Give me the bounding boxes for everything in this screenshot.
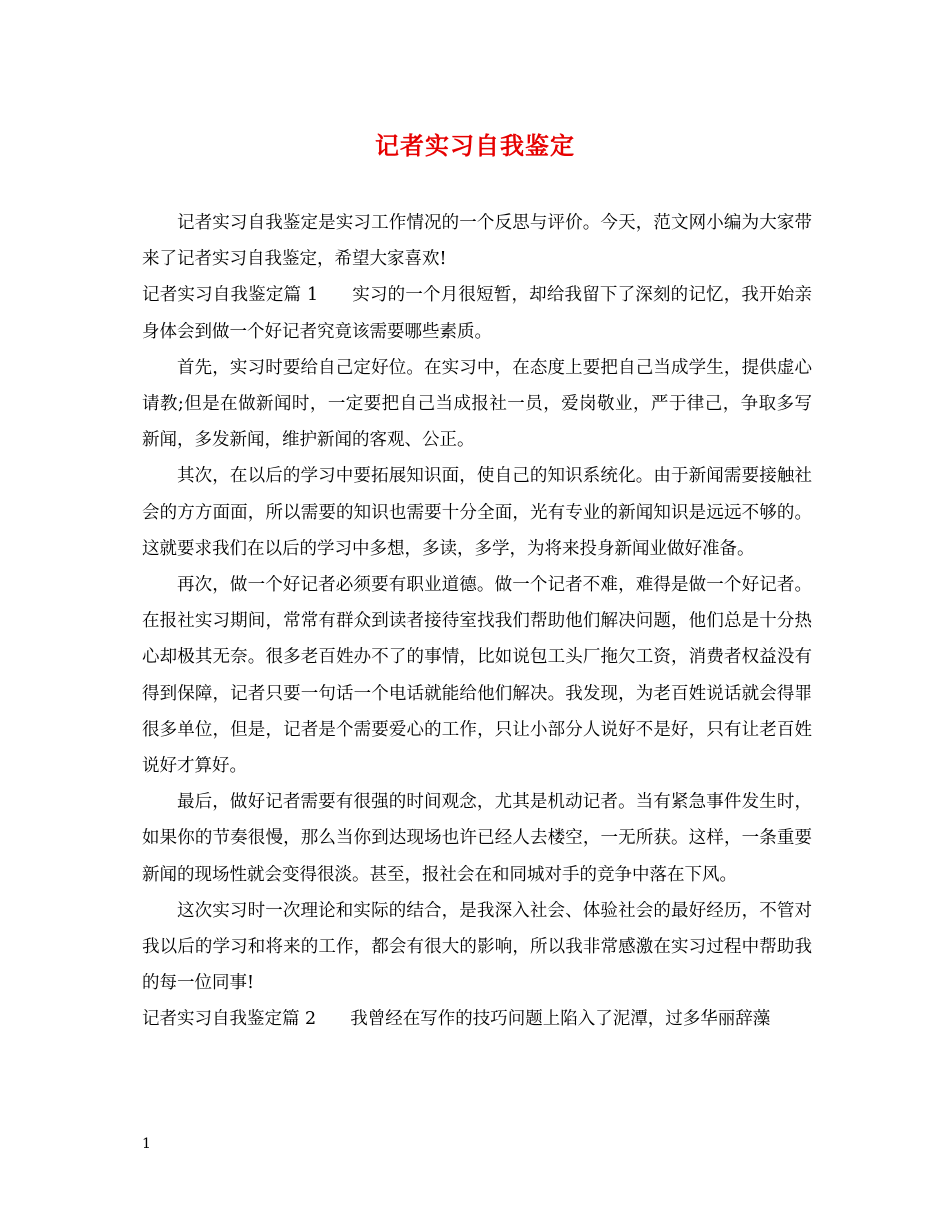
body-paragraph-first: 首先，实习时要给自己定好位。在实习中，在态度上要把自己当成学生，提供虚心请教;但是在做新闻时，一定要把自己当成报社一员，爱岗敬业，严于律己，争取多写新闻，多发新闻，维护新闻的客观、公正。 <box>142 357 812 451</box>
section-2-heading: 记者实习自我鉴定篇 2 <box>142 1009 317 1030</box>
intro-paragraph: 记者实习自我鉴定是实习工作情况的一个反思与评价。今天，范文网小编为大家带来了记者实习自我鉴定，希望大家喜欢! <box>142 213 812 270</box>
document-title: 记者实习自我鉴定 <box>375 131 575 160</box>
body-paragraph-fourth: 最后，做好记者需要有很强的时间观念，尤其是机动记者。当有紧急事件发生时，如果你的节奏很慢，那么当你到达现场也许已经人去楼空，一无所获。这样，一条重要新闻的现场性就会变得很淡。甚至，报社会在和同城对手的竞争中落在下风。 <box>142 792 812 885</box>
section-1-heading: 记者实习自我鉴定篇 1 <box>142 285 319 306</box>
section-1-text: 实习的一个月很短暂，却给我留下了深刻的记忆，我开始亲身体会到做一个好记者究竟该需要哪些素质。 <box>142 285 813 342</box>
body-paragraph-conclusion: 这次实习时一次理论和实际的结合，是我深入社会、体验社会的最好经历，不管对我以后的学习和将来的工作，都会有很大的影响，所以我非常感激在实习过程中帮助我的每一位同事! <box>142 900 812 994</box>
body-paragraph-third: 再次，做一个好记者必须要有职业道德。做一个记者不难，难得是做一个好记者。在报社实习期间，常常有群众到读者接待室找我们帮助他们解决问题，他们总是十分热心却极其无奈。很多老百姓办不了的事情，比如说包工头厂拖欠工资，消费者权益没有得到保障，记者只要一句话一个电话就能给他们解决。我发现，为老百姓说话就会得罪很多单位，但是，记者是个需要爱心的工作，只让小部分人说好不是好，只有让老百姓说好才算好。 <box>142 575 812 777</box>
body-paragraph-second: 其次，在以后的学习中要拓展知识面，使自己的知识系统化。由于新闻需要接触社会的方方面面，所以需要的知识也需要十分全面，光有专业的新闻知识是远远不够的。这就要求我们在以后的学习中多想，多读，多学，为将来投身新闻业做好准备。 <box>142 466 812 559</box>
section-2-text: 我曾经在写作的技巧问题上陷入了泥潭，过多华丽辞藻 <box>350 1009 771 1030</box>
section-1-paragraph <box>142 277 812 349</box>
document-body <box>142 205 812 1038</box>
section-2-paragraph <box>142 1001 812 1037</box>
page-number: 1 <box>142 1136 151 1152</box>
